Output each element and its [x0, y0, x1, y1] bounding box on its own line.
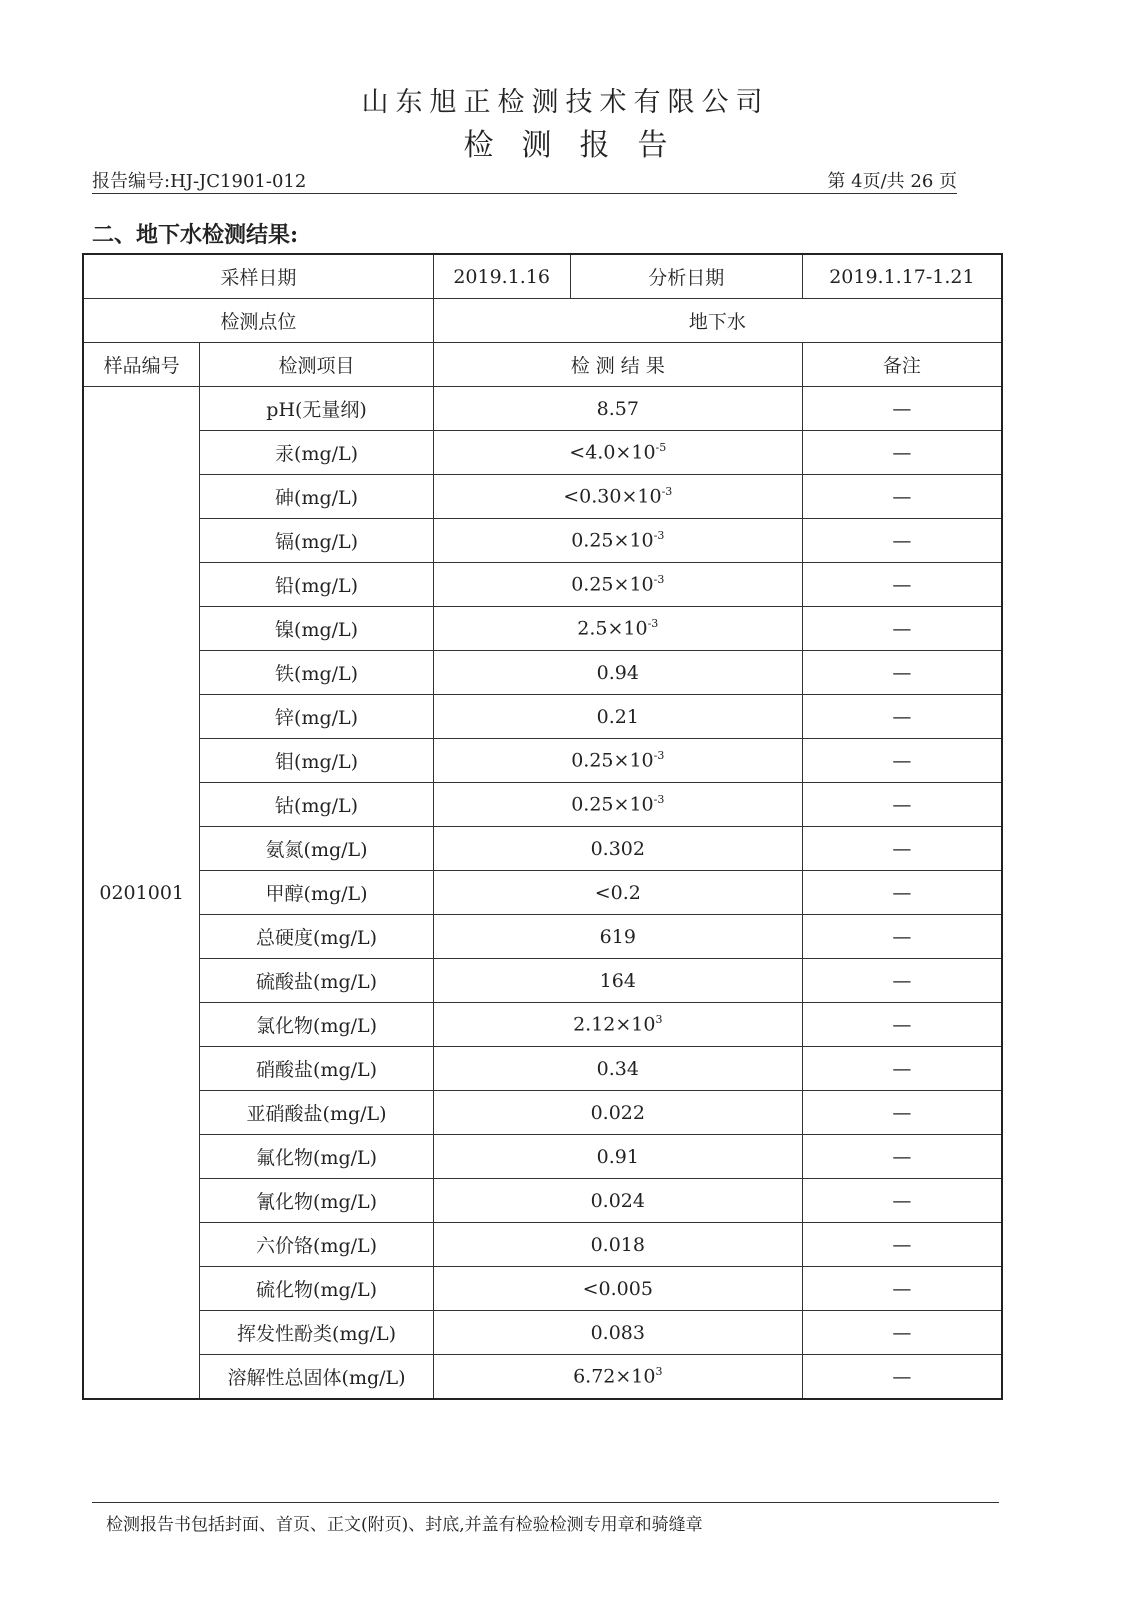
test-result [433, 915, 802, 959]
test-result [433, 959, 802, 1003]
table-row [83, 783, 1002, 827]
note: — [802, 1003, 1002, 1047]
note: — [802, 783, 1002, 827]
result-exponent: 3 [655, 1013, 663, 1027]
report-meta [92, 167, 957, 194]
result-value: 8.57 [596, 397, 639, 420]
result-exponent: -3 [653, 573, 665, 587]
note: — [802, 959, 1002, 1003]
result-exponent: -3 [653, 749, 665, 763]
result-exponent: 3 [655, 1365, 663, 1379]
sample-id: 0201001 [83, 387, 200, 1400]
sampling-date: 2019.1.16 [433, 254, 570, 299]
table-row [83, 519, 1002, 563]
result-value: <0.005 [582, 1277, 653, 1300]
table-row [83, 739, 1002, 783]
test-result [433, 1003, 802, 1047]
table-row [83, 475, 1002, 519]
test-item: 镍(mg/L) [200, 607, 433, 651]
test-item: 硫化物(mg/L) [200, 1267, 433, 1311]
result-value: 0.018 [590, 1233, 645, 1256]
location-label: 检测点位 [83, 299, 433, 343]
test-result [433, 871, 802, 915]
col-item-header: 检测项目 [200, 343, 433, 387]
note: — [802, 563, 1002, 607]
note: — [802, 1091, 1002, 1135]
test-result [433, 827, 802, 871]
test-result [433, 1267, 802, 1311]
result-value: 2.12×10 [573, 1013, 656, 1036]
test-item: 氨氮(mg/L) [200, 827, 433, 871]
result-value: 0.25×10 [571, 793, 654, 816]
test-item: 甲醇(mg/L) [200, 871, 433, 915]
test-item: pH(无量纲) [200, 387, 433, 431]
note: — [802, 739, 1002, 783]
test-item: 铅(mg/L) [200, 563, 433, 607]
test-item: 砷(mg/L) [200, 475, 433, 519]
note: — [802, 827, 1002, 871]
test-result [433, 1355, 802, 1400]
table-row [83, 1267, 1002, 1311]
result-value: <4.0×10 [569, 441, 656, 464]
footer-divider [92, 1502, 999, 1503]
table-row [83, 1179, 1002, 1223]
report-number: 报告编号:HJ-JC1901-012 [92, 171, 307, 192]
result-value: 0.302 [590, 837, 645, 860]
test-result [433, 563, 802, 607]
result-exponent: -3 [653, 529, 665, 543]
table-row [83, 871, 1002, 915]
date-row [83, 254, 1002, 299]
test-result [433, 519, 802, 563]
result-value: 2.5×10 [577, 617, 648, 640]
test-item: 硫酸盐(mg/L) [200, 959, 433, 1003]
result-value: <0.2 [594, 881, 641, 904]
results-table [82, 253, 1003, 1400]
location-value: 地下水 [433, 299, 1002, 343]
table-row [83, 563, 1002, 607]
col-note-header: 备注 [802, 343, 1002, 387]
test-result [433, 1311, 802, 1355]
test-result [433, 1091, 802, 1135]
note: — [802, 387, 1002, 431]
test-item: 溶解性总固体(mg/L) [200, 1355, 433, 1400]
table-row [83, 1047, 1002, 1091]
test-item: 总硬度(mg/L) [200, 915, 433, 959]
note: — [802, 915, 1002, 959]
result-value: <0.30×10 [563, 485, 662, 508]
col-result-header: 检 测 结 果 [433, 343, 802, 387]
sampling-date-label: 采样日期 [83, 254, 433, 299]
test-item: 锌(mg/L) [200, 695, 433, 739]
note: — [802, 1179, 1002, 1223]
section-title: 二、地下水检测结果: [92, 222, 299, 248]
test-result [433, 387, 802, 431]
company-name: 山东旭正检测技术有限公司 [361, 87, 770, 118]
test-result [433, 695, 802, 739]
test-item: 挥发性酚类(mg/L) [200, 1311, 433, 1355]
note: — [802, 519, 1002, 563]
result-value: 164 [599, 969, 636, 992]
result-value: 0.34 [596, 1057, 639, 1080]
table-row [83, 1223, 1002, 1267]
test-item: 硝酸盐(mg/L) [200, 1047, 433, 1091]
table-row [83, 1311, 1002, 1355]
note: — [802, 651, 1002, 695]
table-row [83, 1135, 1002, 1179]
test-item: 汞(mg/L) [200, 431, 433, 475]
test-result [433, 1223, 802, 1267]
table-row [83, 431, 1002, 475]
result-value: 0.25×10 [571, 749, 654, 772]
note: — [802, 1267, 1002, 1311]
test-result [433, 1135, 802, 1179]
note: — [802, 1135, 1002, 1179]
table-row [83, 387, 1002, 431]
test-result [433, 739, 802, 783]
table-row [83, 607, 1002, 651]
footer-note: 检测报告书包括封面、首页、正文(附页)、封底,并盖有检验检测专用章和骑缝章 [106, 1515, 703, 1535]
header-row [83, 343, 1002, 387]
result-value: 6.72×10 [573, 1365, 656, 1388]
test-result [433, 1179, 802, 1223]
test-item: 亚硝酸盐(mg/L) [200, 1091, 433, 1135]
test-item: 氯化物(mg/L) [200, 1003, 433, 1047]
result-value: 0.083 [590, 1321, 645, 1344]
note: — [802, 431, 1002, 475]
location-row [83, 299, 1002, 343]
report-title: 检测报告 [463, 128, 696, 163]
table-row [83, 1355, 1002, 1400]
note: — [802, 607, 1002, 651]
note: — [802, 1355, 1002, 1400]
test-result [433, 783, 802, 827]
test-item: 六价铬(mg/L) [200, 1223, 433, 1267]
analysis-date-label: 分析日期 [570, 254, 802, 299]
result-value: 0.94 [596, 661, 639, 684]
col-sample-header: 样品编号 [83, 343, 200, 387]
result-value: 0.024 [590, 1189, 645, 1212]
table-row [83, 959, 1002, 1003]
table-row [83, 695, 1002, 739]
test-item: 钴(mg/L) [200, 783, 433, 827]
test-result [433, 431, 802, 475]
test-item: 氟化物(mg/L) [200, 1135, 433, 1179]
result-exponent: -3 [647, 617, 659, 631]
page-number: 第 4页/共 26 页 [827, 171, 957, 192]
test-result [433, 651, 802, 695]
table-row [83, 1091, 1002, 1135]
test-item: 镉(mg/L) [200, 519, 433, 563]
result-value: 0.25×10 [571, 573, 654, 596]
table-row [83, 1003, 1002, 1047]
test-item: 氰化物(mg/L) [200, 1179, 433, 1223]
table-row [83, 651, 1002, 695]
note: — [802, 1047, 1002, 1091]
result-value: 619 [599, 925, 636, 948]
result-value: 0.022 [590, 1101, 645, 1124]
result-value: 0.25×10 [571, 529, 654, 552]
test-result [433, 1047, 802, 1091]
test-result [433, 607, 802, 651]
table-row [83, 915, 1002, 959]
note: — [802, 1223, 1002, 1267]
note: — [802, 871, 1002, 915]
result-exponent: -3 [653, 793, 665, 807]
table-row [83, 827, 1002, 871]
result-exponent: -5 [655, 441, 667, 455]
test-item: 铁(mg/L) [200, 651, 433, 695]
result-value: 0.91 [596, 1145, 639, 1168]
note: — [802, 1311, 1002, 1355]
result-exponent: -3 [661, 485, 673, 499]
note: — [802, 695, 1002, 739]
note: — [802, 475, 1002, 519]
analysis-date: 2019.1.17-1.21 [802, 254, 1002, 299]
test-result [433, 475, 802, 519]
test-item: 钼(mg/L) [200, 739, 433, 783]
result-value: 0.21 [596, 705, 639, 728]
